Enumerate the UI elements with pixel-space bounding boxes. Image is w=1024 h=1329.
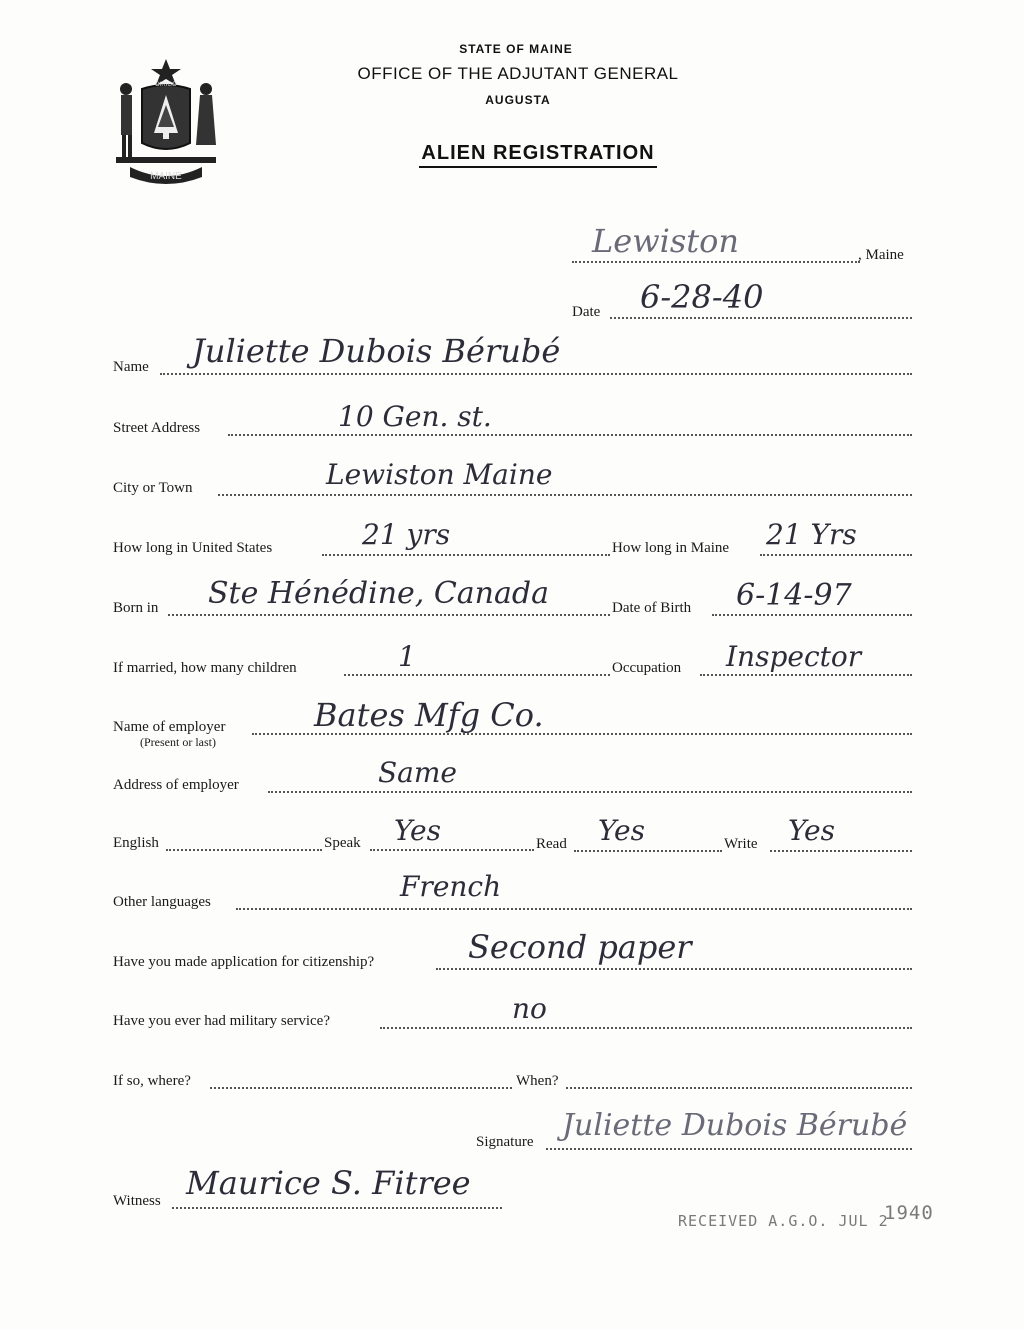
how-long-maine-field-line xyxy=(760,554,912,556)
english-label: English xyxy=(113,835,159,851)
header-state: STATE OF MAINE xyxy=(459,42,573,56)
speak-value: Yes xyxy=(394,814,441,847)
write-value: Yes xyxy=(788,814,835,847)
born-in-label: Born in xyxy=(113,600,159,616)
header-office: OFFICE OF THE ADJUTANT GENERAL xyxy=(357,64,679,83)
received-stamp: RECEIVED A.G.O. JUL 2 xyxy=(678,1212,889,1230)
where-field-line xyxy=(210,1087,512,1089)
children-field-line xyxy=(344,674,610,676)
street-label: Street Address xyxy=(113,420,201,436)
how-long-us-field-line xyxy=(322,554,610,556)
street-value: 10 Gen. st. xyxy=(338,400,492,433)
other-languages-label: Other languages xyxy=(113,894,211,910)
occupation-value: Inspector xyxy=(726,640,862,673)
speak-label: Speak xyxy=(324,835,361,851)
how-long-us-value: 21 yrs xyxy=(362,518,451,551)
employer-value: Bates Mfg Co. xyxy=(314,696,544,734)
how-long-maine-label: How long in Maine xyxy=(612,540,730,556)
employer-label: Name of employer xyxy=(113,719,226,735)
children-value: 1 xyxy=(398,640,416,673)
town-value: Lewiston xyxy=(592,222,739,260)
witness-label: Witness xyxy=(113,1193,161,1209)
date-label: Date xyxy=(572,304,601,320)
name-field-line xyxy=(160,373,912,375)
witness-field-line xyxy=(172,1207,502,1209)
military-value: no xyxy=(512,992,547,1025)
city-field-line xyxy=(218,494,912,496)
where-label: If so, where? xyxy=(113,1073,191,1089)
signature-label: Signature xyxy=(476,1134,534,1150)
maine-label: , Maine xyxy=(858,247,904,263)
citizenship-label: Have you made application for citizenship? xyxy=(113,954,375,970)
date-value: 6-28-40 xyxy=(640,278,764,316)
occupation-label: Occupation xyxy=(612,660,682,676)
date-field-line xyxy=(610,317,912,319)
received-stamp-year: 1940 xyxy=(884,1202,934,1224)
read-field-line xyxy=(574,850,722,852)
employer-sub-label: (Present or last) xyxy=(140,735,216,749)
occupation-field-line xyxy=(700,674,912,676)
form-title xyxy=(0,142,1024,168)
speak-field-line xyxy=(370,849,534,851)
seal-motto-text: DIRIGO xyxy=(155,82,177,88)
english-field-line xyxy=(166,849,322,851)
town-field-line xyxy=(572,261,860,263)
name-label: Name xyxy=(113,359,149,375)
name-value: Juliette Dubois Bérubé xyxy=(192,332,561,370)
when-field-line xyxy=(566,1087,912,1089)
dob-value: 6-14-97 xyxy=(736,578,852,613)
read-value: Yes xyxy=(598,814,645,847)
header-city: AUGUSTA xyxy=(485,93,551,107)
born-in-value: Ste Hénédine, Canada xyxy=(208,576,549,611)
city-value: Lewiston Maine xyxy=(326,458,553,491)
witness-value: Maurice S. Fitree xyxy=(186,1164,471,1202)
read-label: Read xyxy=(536,836,567,852)
employer-address-value: Same xyxy=(378,756,457,789)
citizenship-value: Second paper xyxy=(468,928,692,966)
form-title-text: ALIEN REGISTRATION xyxy=(419,142,656,168)
write-field-line xyxy=(770,850,912,852)
street-field-line xyxy=(228,434,912,436)
dob-field-line xyxy=(712,614,912,616)
children-label: If married, how many children xyxy=(113,660,297,676)
citizenship-field-line xyxy=(436,968,912,970)
employer-address-label: Address of employer xyxy=(113,777,239,793)
military-field-line xyxy=(380,1027,912,1029)
other-languages-field-line xyxy=(236,908,912,910)
signature-field-line xyxy=(546,1148,912,1150)
how-long-us-label: How long in United States xyxy=(113,540,273,556)
signature-value: Juliette Dubois Bérubé xyxy=(562,1108,908,1143)
city-label: City or Town xyxy=(113,480,193,496)
employer-address-field-line xyxy=(268,791,912,793)
dob-label: Date of Birth xyxy=(612,600,692,616)
write-label: Write xyxy=(724,836,758,852)
how-long-maine-value: 21 Yrs xyxy=(766,518,857,551)
born-in-field-line xyxy=(168,614,610,616)
seal-state-text: MAINE xyxy=(150,171,182,182)
other-languages-value: French xyxy=(400,870,502,903)
military-label: Have you ever had military service? xyxy=(113,1013,330,1029)
when-label: When? xyxy=(516,1073,559,1089)
